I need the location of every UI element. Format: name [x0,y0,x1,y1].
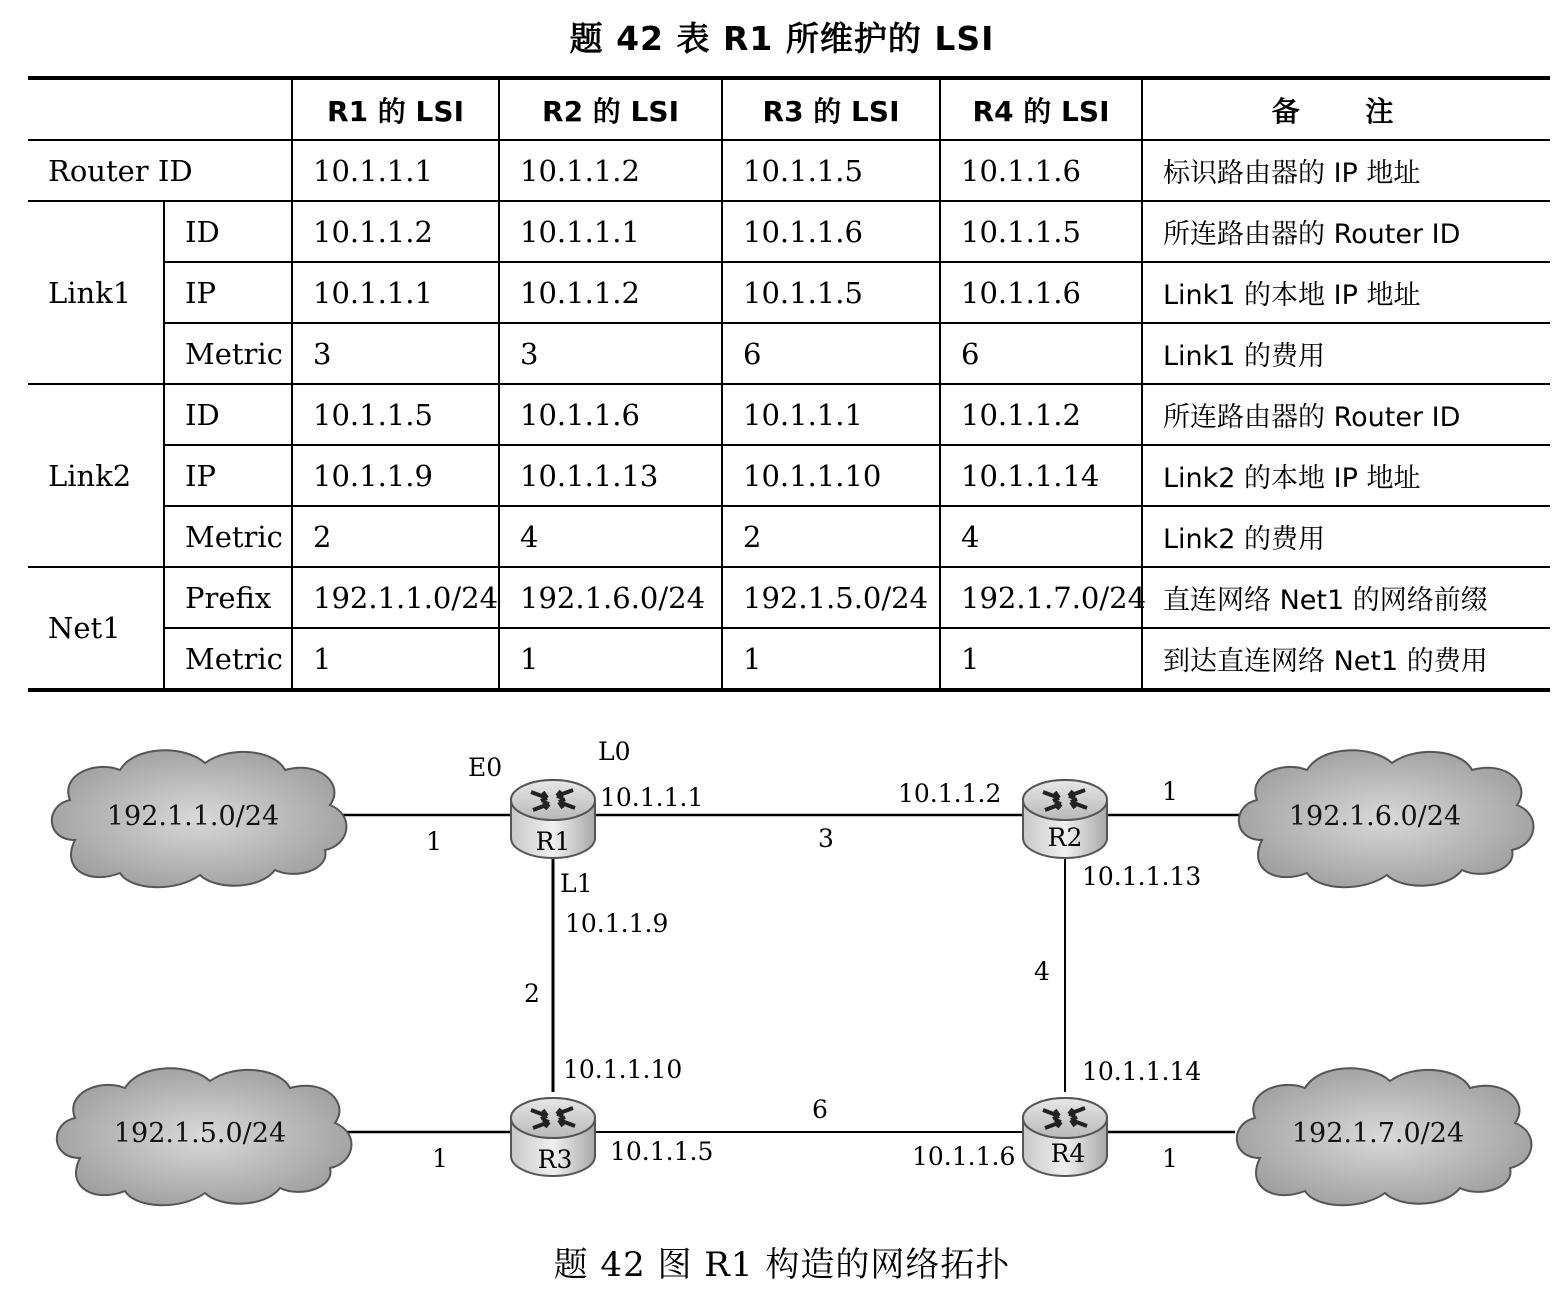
cell: 3 [499,323,722,384]
cell: 6 [722,323,940,384]
header-blank [28,78,292,140]
cell: 192.1.5.0/24 [722,567,940,628]
addr-r1-l0: 10.1.1.1 [600,783,704,812]
cell: 192.1.1.0/24 [292,567,499,628]
cell: 192.1.7.0/24 [940,567,1142,628]
interface-l0: L0 [598,737,631,766]
field-label: IP [164,262,292,323]
cost-r2-n6: 1 [1162,777,1178,806]
cell: 10.1.1.2 [499,140,722,201]
table-row [28,384,1550,445]
field-label: Metric [164,323,292,384]
addr-r3-top: 10.1.1.10 [563,1055,683,1084]
table-row [28,262,1550,323]
cell: 1 [499,628,722,690]
group-label-link1: Link1 [28,201,164,384]
field-label: ID [164,201,292,262]
cell: 10.1.1.2 [292,201,499,262]
note-cell: Link1 的本地 IP 地址 [1142,262,1550,323]
cost-r3-r4: 6 [812,1095,828,1124]
table-row [28,506,1550,567]
lsi-table [28,76,1550,692]
router-label-r2: R2 [1047,823,1083,852]
net-label-n5: 192.1.5.0/24 [113,1118,287,1149]
addr-r2-top: 10.1.1.2 [898,779,1002,808]
cell: 2 [722,506,940,567]
note-cell: Link1 的费用 [1142,323,1550,384]
net-label-n7: 192.1.7.0/24 [1291,1118,1465,1149]
cell: 6 [940,323,1142,384]
header-row [28,78,1550,140]
cell: 10.1.1.2 [499,262,722,323]
table-row [28,628,1550,690]
field-label: Metric [164,506,292,567]
cell: 10.1.1.2 [940,384,1142,445]
figure-caption: 题 42 图 R1 构造的网络拓扑 [553,1245,1011,1285]
addr-r2-bottom: 10.1.1.13 [1082,862,1202,891]
cell: 10.1.1.6 [499,384,722,445]
table-row-router-id [28,140,1550,201]
cell: 10.1.1.14 [940,445,1142,506]
router-label-r3: R3 [537,1145,573,1174]
cell: 10.1.1.13 [499,445,722,506]
cost-r2-r4: 4 [1034,957,1050,986]
cell: 10.1.1.5 [722,140,940,201]
table-row [28,445,1550,506]
cell: 10.1.1.5 [722,262,940,323]
group-label-link2: Link2 [28,384,164,567]
note-cell: 所连路由器的 Router ID [1142,384,1550,445]
cell: 1 [940,628,1142,690]
cell: 10.1.1.1 [499,201,722,262]
cost-n1-r1: 1 [426,827,442,856]
field-label: ID [164,384,292,445]
addr-r4-left: 10.1.1.6 [912,1142,1016,1171]
cost-n5-r3: 1 [432,1144,448,1173]
cell: 10.1.1.9 [292,445,499,506]
cell: 4 [940,506,1142,567]
cell: 10.1.1.1 [292,262,499,323]
cost-r1-r2: 3 [818,824,834,853]
cell: 10.1.1.1 [722,384,940,445]
header-r4: R4 的 LSI [940,78,1142,140]
header-r1: R1 的 LSI [292,78,499,140]
header-r2: R2 的 LSI [499,78,722,140]
cell: 1 [722,628,940,690]
cost-r4-n7: 1 [1162,1144,1178,1173]
field-label: Metric [164,628,292,690]
table-row [28,323,1550,384]
cell: 2 [292,506,499,567]
note-cell: 标识路由器的 IP 地址 [1142,140,1550,201]
interface-l1: L1 [560,869,593,898]
header-r3: R3 的 LSI [722,78,940,140]
field-label: Prefix [164,567,292,628]
note-cell: Link2 的本地 IP 地址 [1142,445,1550,506]
cell: 192.1.6.0/24 [499,567,722,628]
addr-r3-right: 10.1.1.5 [610,1137,714,1166]
network-topology-diagram [0,730,1564,1230]
cell: 10.1.1.10 [722,445,940,506]
table-title: 题 42 表 R1 所维护的 LSI [569,19,995,58]
group-label-net1: Net1 [28,567,164,690]
net-label-n6: 192.1.6.0/24 [1288,801,1462,832]
note-cell: 所连路由器的 Router ID [1142,201,1550,262]
addr-r1-l1: 10.1.1.9 [565,909,669,938]
cell: 4 [499,506,722,567]
interface-e0: E0 [468,753,503,782]
header-notes: 备 注 [1142,78,1550,140]
cell: 10.1.1.5 [292,384,499,445]
note-cell: Link2 的费用 [1142,506,1550,567]
cell: 10.1.1.6 [722,201,940,262]
cell: 1 [292,628,499,690]
row-label: Router ID [28,140,292,201]
cell: 10.1.1.6 [940,140,1142,201]
note-cell: 直连网络 Net1 的网络前缀 [1142,567,1550,628]
net-label-n1: 192.1.1.0/24 [106,801,280,832]
addr-r4-top: 10.1.1.14 [1082,1057,1202,1086]
cell: 10.1.1.6 [940,262,1142,323]
cell: 3 [292,323,499,384]
note-cell: 到达直连网络 Net1 的费用 [1142,628,1550,690]
router-label-r4: R4 [1050,1139,1086,1168]
cost-r1-r3: 2 [524,979,540,1008]
cell: 10.1.1.5 [940,201,1142,262]
router-label-r1: R1 [535,827,571,856]
table-row [28,567,1550,628]
field-label: IP [164,445,292,506]
table-row [28,201,1550,262]
cell: 10.1.1.1 [292,140,499,201]
